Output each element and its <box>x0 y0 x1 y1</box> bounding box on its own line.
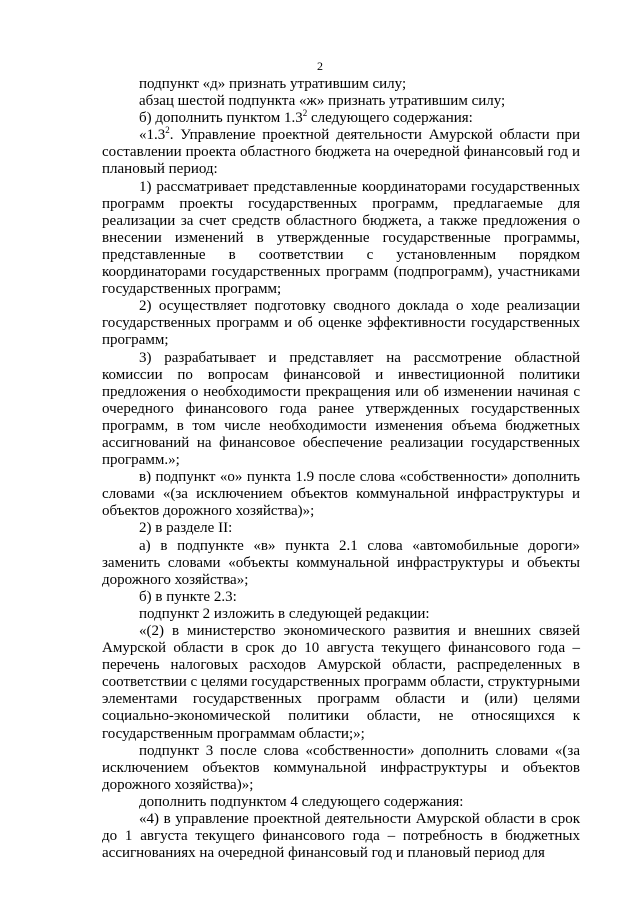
paragraph-add-point-text-end: следующего содержания: <box>307 110 473 127</box>
paragraph-point-text-end: . Управление проектной деятельности Амурской области при составлении проекта областного бюджета на очередной финансовый год и плановый период: <box>102 127 580 178</box>
page-number: 2 <box>317 59 323 73</box>
paragraph-subpoint-4-intro: дополнить подпунктом 4 следующего содержания: <box>139 793 464 810</box>
paragraph-item-2: 2) осуществляет подготовку сводного доклада о ходе реализации государственных программ и об оценке эффективности государственных программ; <box>102 298 580 349</box>
paragraph-subpoint-2-intro: подпункт 2 изложить в следующей редакции: <box>139 605 430 622</box>
superscript: 2 <box>302 108 308 119</box>
paragraph-section-2: 2) в разделе II: <box>139 520 233 537</box>
paragraph-subpoint-d: подпункт «д» признать утратившим силу; <box>139 76 407 92</box>
paragraph-subpoint-2-text: «(2) в министерство экономического развития и внешних связей Амурской области в срок до 10 августа текущего финансового года – перечень налоговых расходов Амурской области, распределенных в соответствии с целями государственных программ области, структурными элементами государственных программ области и (или) целями социально-экономической политики области, не относящихся к государственным программам области;»; <box>102 623 580 742</box>
paragraph-subpoint-3: подпункт 3 после слова «собственности» дополнить словами «(за исключением объектов коммунальной инфраструктуры и объектов дорожного хозяйства)»; <box>102 742 580 793</box>
paragraph-item-1: 1) рассматривает представленные координаторами государственных программ проекты государственных программ, предлагаемые для реализации за счет средств областного бюджета, а также предложения о внесении изменений в утвержденные государственные программы, представленные в соответствии с установленным порядком координаторами государственных программ (подпрограмм), участниками государственных программ; <box>102 178 580 298</box>
paragraph-point-1-3-2 <box>102 127 580 178</box>
paragraph-subpoint-v: в) подпункт «о» пункта 1.9 после слова «собственности» дополнить словами «(за исключением объектов коммунальной инфраструктуры и объектов дорожного хозяйства)»; <box>102 469 580 520</box>
document-body <box>102 76 580 862</box>
paragraph-subpoint-4-text: «4) в управление проектной деятельности Амурской области в срок до 1 августа текущего финансового года – потребность в бюджетных ассигнованиях на очередной финансовый год и плановый период для <box>102 811 580 862</box>
paragraph-point-2-3: б) в пункте 2.3: <box>139 588 237 605</box>
paragraph-point-2-1: а) в подпункте «в» пункта 2.1 слова «автомобильные дороги» заменить словами «объекты коммунальной инфраструктуры и объекты дорожного хозяйства»; <box>102 537 580 588</box>
paragraph-add-point <box>102 110 580 127</box>
paragraph-paragraph-six: абзац шестой подпункта «ж» признать утратившим силу; <box>139 93 506 110</box>
paragraph-point-text: «1.3 <box>139 127 166 144</box>
superscript: 2 <box>165 125 170 136</box>
paragraph-add-point-text: б) дополнить пунктом 1.3 <box>139 110 303 127</box>
paragraph-item-3: 3) разрабатывает и представляет на рассмотрение областной комиссии по вопросам финансовой и инвестиционной политики предложения о необходимости прекращения или об изменении начиная с очередного финансового года ранее утвержденных государственных программ, в том числе необходимости изменения объема бюджетных ассигнований на финансовое обеспечение реализации государственных программ.»; <box>102 349 580 469</box>
